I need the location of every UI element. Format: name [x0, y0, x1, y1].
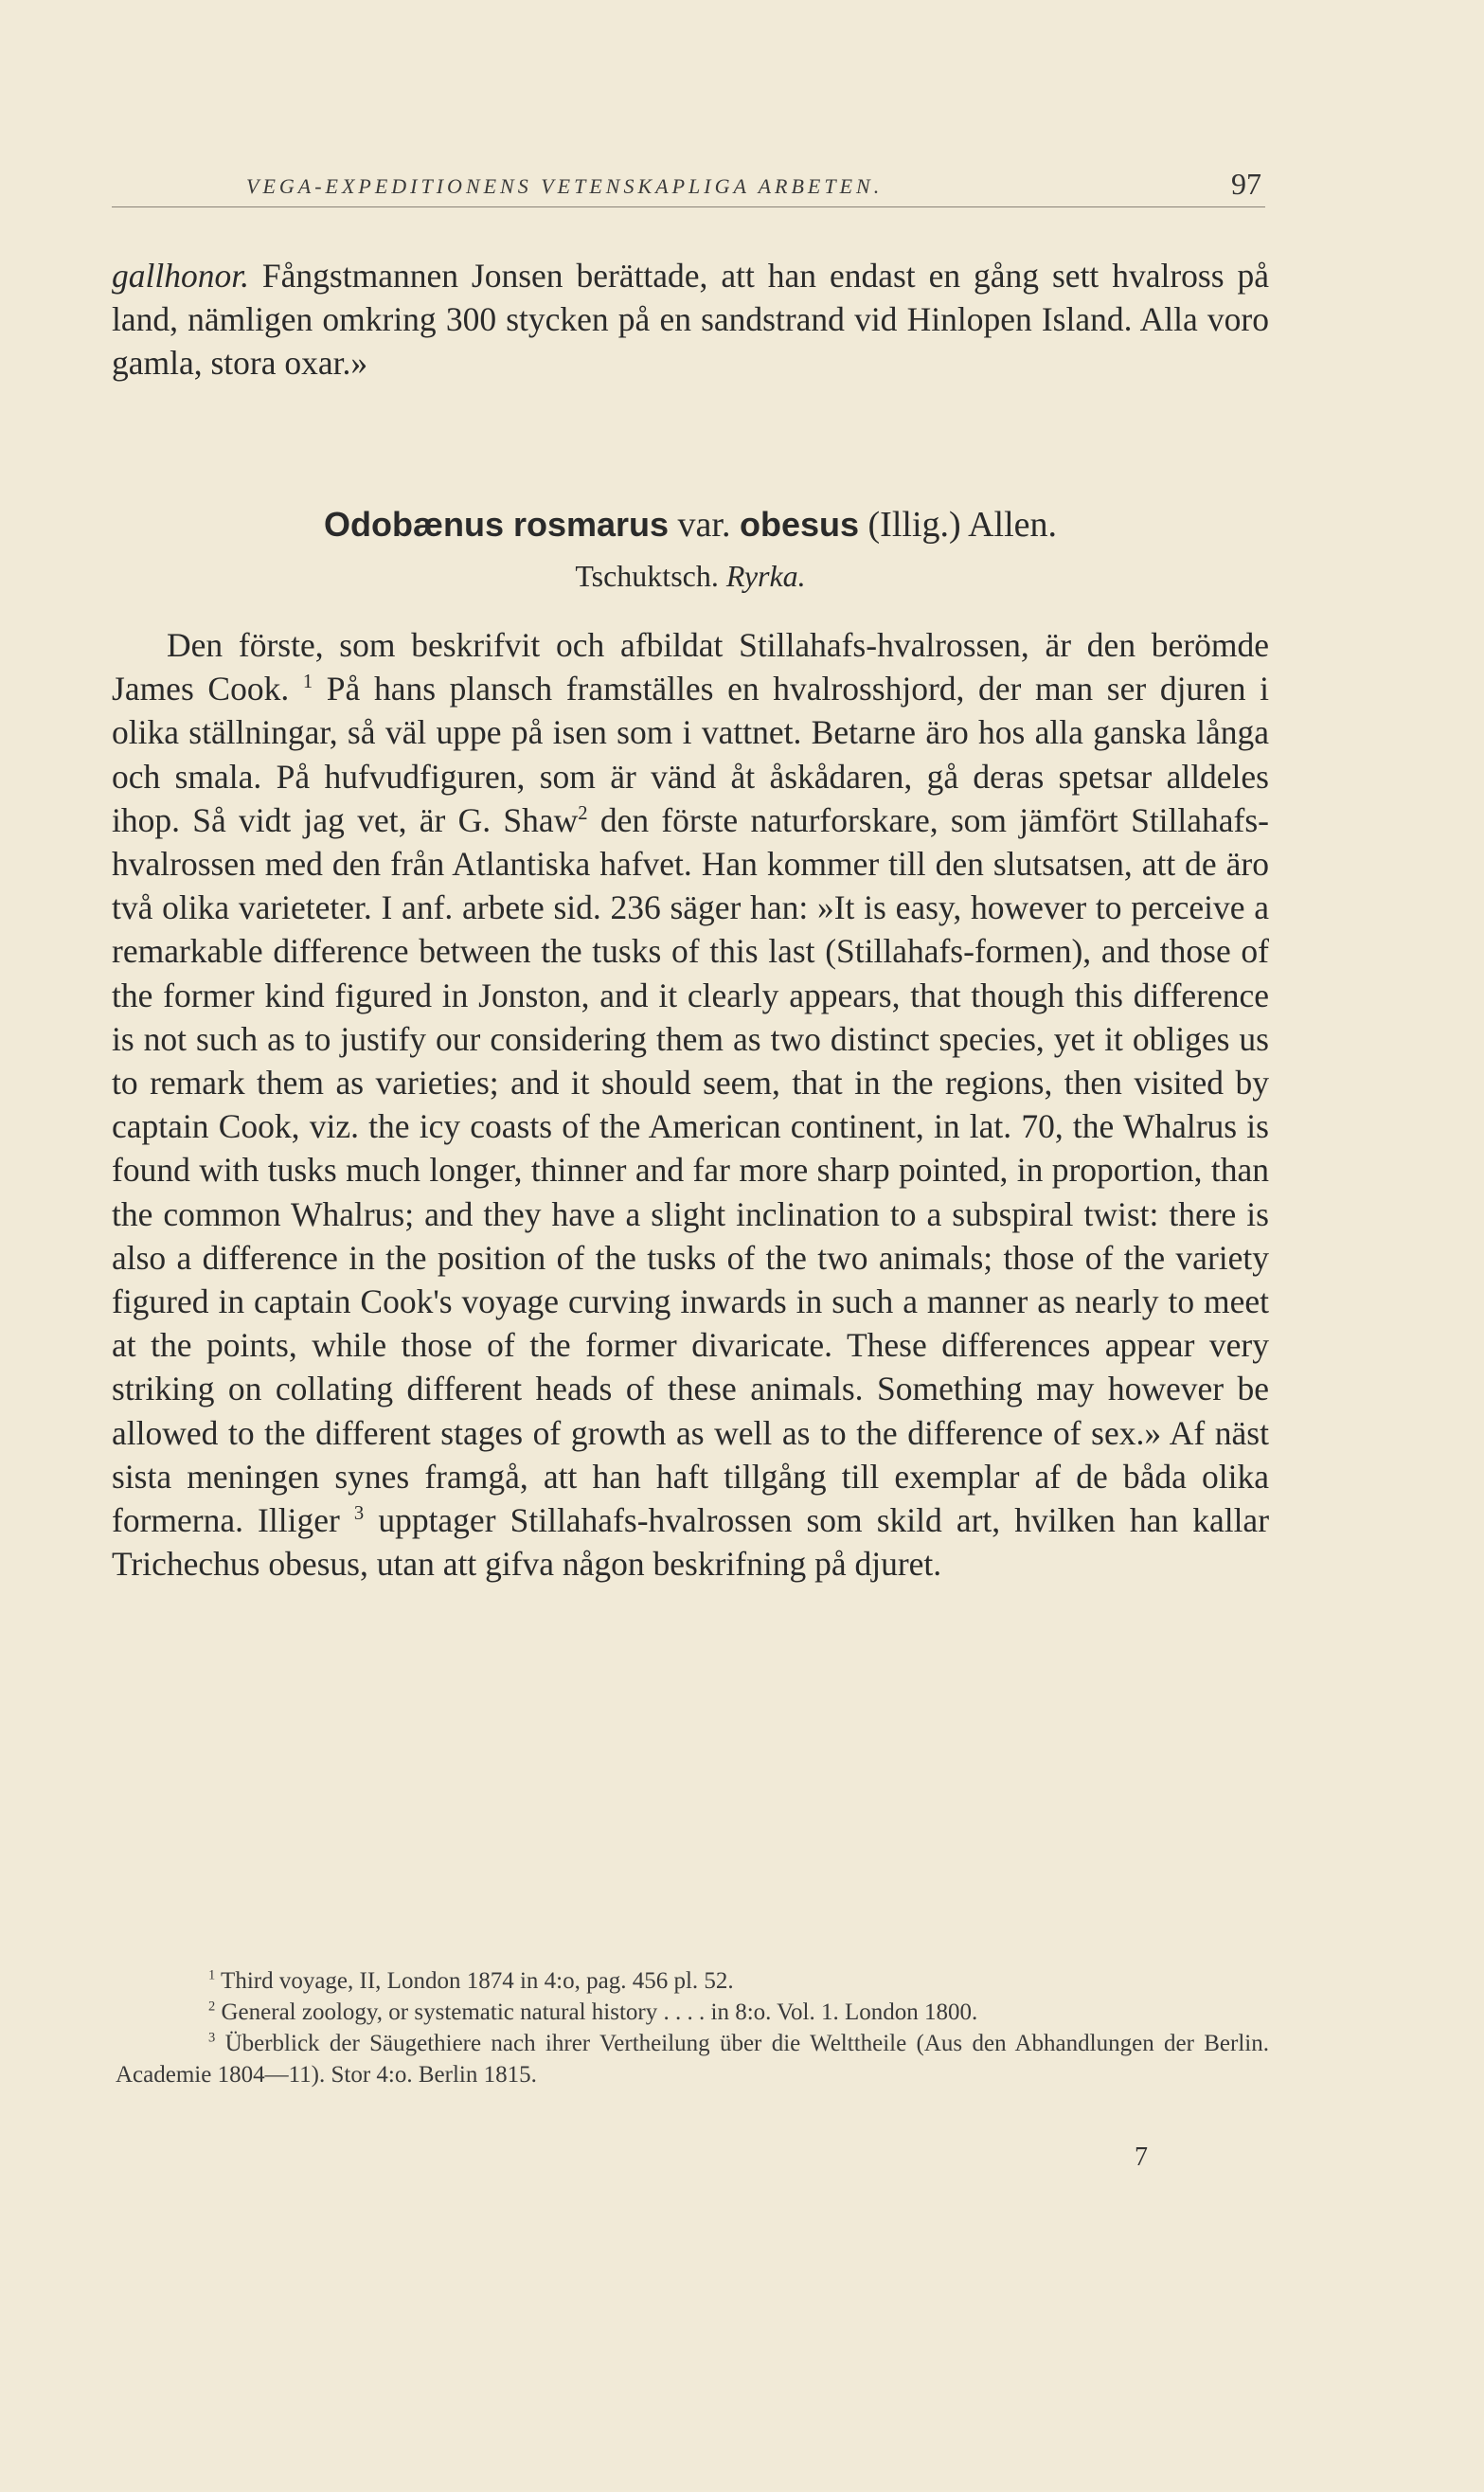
intro-paragraph: [112, 254, 1269, 385]
species-author: (Illig.) Allen.: [859, 505, 1057, 545]
footnote-text: Third voyage, II, London 1874 in 4:o, pag. 456 pl. 52.: [215, 1968, 734, 1994]
footnote-text: Überblick der Säugethiere nach ihrer Vertheilung über die Welttheile (Aus den Abhandlungen der Berlin. Academie 1804—11). Stor 4:o. Berlin 1815.: [116, 2031, 1269, 2088]
footnote-marker: 3: [208, 2030, 216, 2046]
var-label: var.: [669, 505, 740, 545]
footnote-marker: 1: [208, 1967, 216, 1983]
footnote-ref-1: 1: [302, 672, 313, 693]
main-text-4: upptager Stillahafs-hvalrossen som skild art, hvilken han kallar Trichechus obesus, utan att gifva någon beskrifning på djuret.: [112, 1501, 1270, 1584]
footnote-marker: 2: [208, 1999, 216, 2015]
footnote-3: [116, 2028, 1269, 2090]
main-paragraph: [112, 623, 1269, 1586]
footnote-text: General zoology, or systematic natural history . . . . in 8:o. Vol. 1. London 1800.: [215, 1999, 978, 2025]
page-number: 97: [1231, 167, 1261, 201]
main-text-3: den förste naturforskare, som jämfört Stillahafs-hvalrossen med den från Atlantiska hafvet. Han kommer till den slutsatsen, att de äro två olika varieteter. I anf. arbete sid. 236 säger han: »It is easy, however to perceive a remarkable difference between the tusks of this last (Stillahafs-formen), and those of the former kind figured in Jonston, and it clearly appears, that though this difference is not such as to justify our considering them as two distinct species, yet it obliges us to remark them as varieties; and it should seem, that in the regions, then visited by captain Cook, viz. the icy coasts of the American continent, in lat. 70, the Whalrus is found with tusks much longer, thinner and far more sharp pointed, in proportion, than the common Whalrus; and they have a slight inclination to a subspiral twist: there is also a difference in the position of the tusks of the two animals; those of the variety figured in captain Cook's voyage curving inwards in such a manner as nearly to meet at the points, while those of the former divaricate. These differences appear very striking on collating different heads of these animals. Something may however be allowed to the different stages of growth as well as to the difference of sex.» Af näst sista meningen synes framgå, att han haft tillgång till exemplar af de båda olika formerna. Illiger: [112, 800, 1269, 1540]
footnote-ref-3: 3: [353, 1503, 365, 1525]
intro-italic-word: gallhonor.: [112, 257, 249, 295]
header-title: VEGA-EXPEDITIONENS VETENSKAPLIGA ARBETEN.: [246, 174, 884, 198]
signature-mark: 7: [1135, 2142, 1148, 2172]
main-text-1: Den förste, som beskrifvit och afbildat Stillahafs-hvalrossen, är den berömde James Cook.: [112, 626, 1269, 708]
species-heading: [112, 504, 1269, 546]
vernacular-name: [112, 559, 1269, 594]
footnote-ref-2: 2: [578, 802, 588, 824]
header-rule: [112, 206, 1265, 207]
running-header: [112, 169, 1265, 206]
species-name: Odobænus rosmarus: [323, 505, 670, 544]
footnote-2: [116, 1997, 1269, 2028]
footnote-1: [116, 1965, 1269, 1997]
footnotes: [116, 1965, 1269, 2090]
variety-name: obesus: [739, 505, 860, 544]
vernacular-word: Ryrka.: [725, 559, 806, 593]
main-text-2: På hans plansch framställes en hvalrosshjord, der man ser djuren i olika ställningar, så väl uppe på isen som i vattnet. Betarne äro hos alla ganska långa och smala. På hufvudfiguren, som är vänd åt åskådaren, gå deras spetsar alldeles ihop. Så vidt jag vet, är G. Shaw: [112, 670, 1270, 839]
intro-text: Fångstmannen Jonsen berättade, att han endast en gång sett hvalross på land, nämligen omkring 300 stycken på en sandstrand vid Hinlopen Island. Alla voro gamla, stora oxar.»: [112, 257, 1269, 383]
vernacular-prefix: Tschuktsch.: [575, 559, 726, 593]
